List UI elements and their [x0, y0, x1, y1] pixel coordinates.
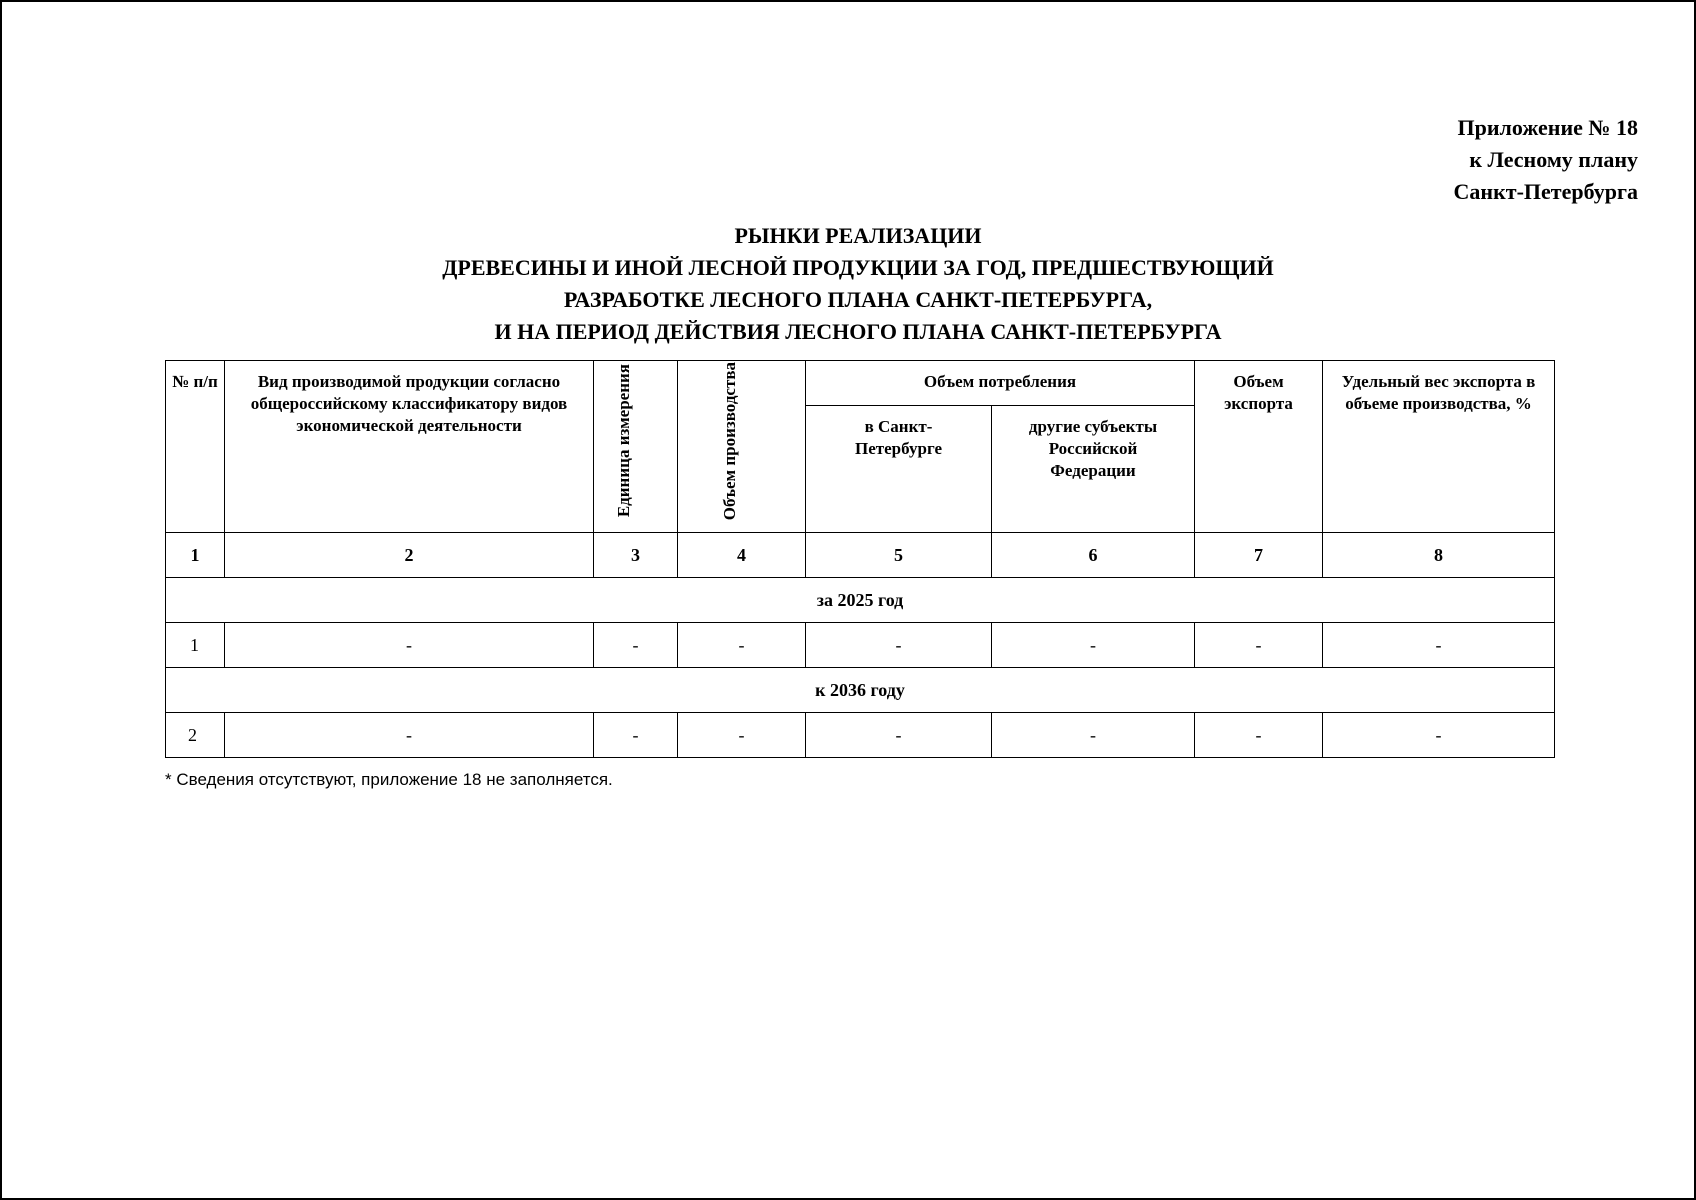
- row-cell: -: [678, 713, 806, 758]
- section-label-2025: за 2025 год: [166, 578, 1555, 623]
- row-cell: -: [806, 713, 992, 758]
- row-cell: -: [1195, 623, 1323, 668]
- document-title: [2, 220, 1696, 348]
- column-number: 3: [594, 533, 678, 578]
- column-number: 6: [992, 533, 1195, 578]
- title-line-4: И НА ПЕРИОД ДЕЙСТВИЯ ЛЕСНОГО ПЛАНА САНКТ-ПЕТЕРБУРГА: [494, 319, 1222, 344]
- row-cell: -: [1323, 713, 1555, 758]
- header-export-volume: Объем экспорта: [1195, 361, 1323, 533]
- header-unit: Единица измерения: [613, 364, 633, 518]
- header-num: № п/п: [166, 361, 225, 533]
- row-cell: -: [992, 623, 1195, 668]
- row-cell: -: [1323, 623, 1555, 668]
- title-line-1: РЫНКИ РЕАЛИЗАЦИИ: [734, 223, 982, 248]
- table-row: [166, 623, 1555, 668]
- appendix-line-2: к Лесному плану: [1469, 147, 1638, 172]
- column-number: 5: [806, 533, 992, 578]
- header-production-volume: Объем производства: [719, 361, 739, 521]
- table-row: [166, 713, 1555, 758]
- title-line-2: ДРЕВЕСИНЫ И ИНОЙ ЛЕСНОЙ ПРОДУКЦИИ ЗА ГОД, ПРЕДШЕСТВУЮЩИЙ: [442, 255, 1274, 280]
- header-production-volume-cell: [678, 361, 806, 533]
- header-unit-cell: [594, 361, 678, 533]
- markets-table: [165, 360, 1555, 758]
- row-num: 2: [166, 713, 225, 758]
- row-cell: -: [806, 623, 992, 668]
- row-cell: -: [992, 713, 1195, 758]
- header-other-subjects: другие субъекты Российской Федерации: [992, 406, 1195, 533]
- row-cell: -: [678, 623, 806, 668]
- appendix-reference: [1454, 112, 1638, 208]
- header-consumption-volume: Объем потребления: [806, 361, 1195, 406]
- row-cell: -: [594, 713, 678, 758]
- header-in-spb: в Санкт-Петербурге: [806, 406, 992, 533]
- column-number: 7: [1195, 533, 1323, 578]
- row-cell: -: [225, 623, 594, 668]
- row-cell: -: [1195, 713, 1323, 758]
- row-num: 1: [166, 623, 225, 668]
- column-number: 8: [1323, 533, 1555, 578]
- section-row: [166, 578, 1555, 623]
- appendix-line-1: Приложение № 18: [1457, 115, 1638, 140]
- section-row: [166, 668, 1555, 713]
- appendix-line-3: Санкт-Петербурга: [1453, 179, 1638, 204]
- column-number: 2: [225, 533, 594, 578]
- row-cell: -: [594, 623, 678, 668]
- header-export-share: Удельный вес экспорта в объеме производства, %: [1323, 361, 1555, 533]
- column-number: 1: [166, 533, 225, 578]
- title-line-3: РАЗРАБОТКЕ ЛЕСНОГО ПЛАНА САНКТ-ПЕТЕРБУРГА,: [563, 287, 1153, 312]
- header-product-type: Вид производимой продукции согласно общероссийскому классификатору видов экономической деятельности: [225, 361, 594, 533]
- column-number: 4: [678, 533, 806, 578]
- column-number-row: [166, 533, 1555, 578]
- section-label-2036: к 2036 году: [166, 668, 1555, 713]
- row-cell: -: [225, 713, 594, 758]
- footnote: * Сведения отсутствуют, приложение 18 не заполняется.: [165, 770, 613, 789]
